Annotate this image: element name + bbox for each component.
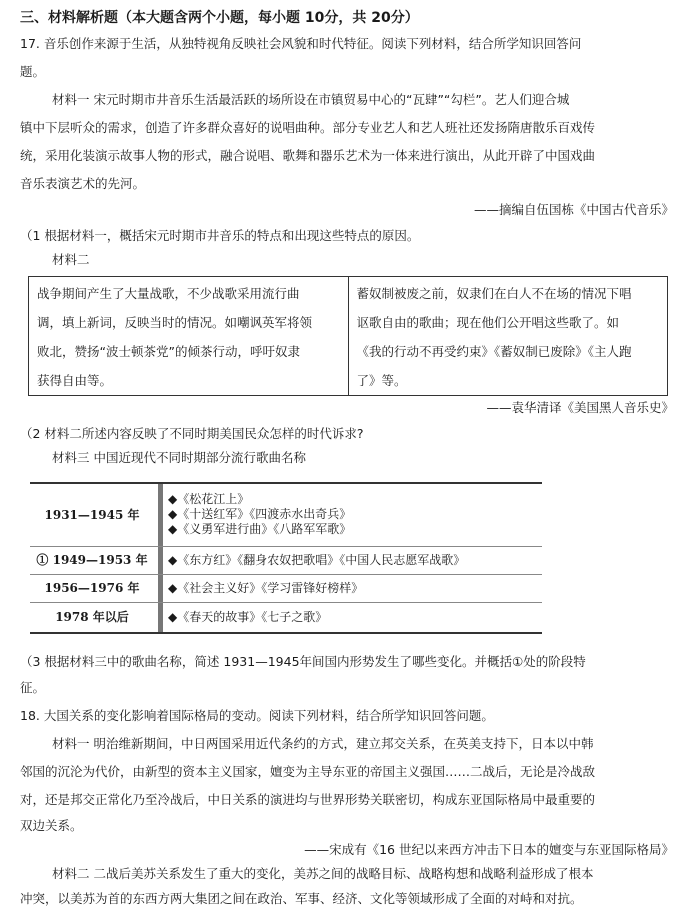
material3-song-table bbox=[30, 482, 542, 636]
q18-material1-source: ——宋成有《16 世纪以来西方冲击下日本的嬗变与东亚国际格局》 bbox=[304, 842, 674, 857]
section-title: 三、材料解析题（本大题含两个小题，每小题 10分，共 20分） bbox=[20, 10, 419, 26]
q17-question-3: （3 根据材料三中的歌曲名称，简述 1931—1945年间国内形势发生了哪些变化。并概括①处的阶段特 bbox=[20, 654, 586, 669]
song-line: ◆《春天的故事》《七子之歌》 bbox=[168, 610, 328, 624]
table-line: 了》等。 bbox=[356, 373, 407, 388]
song-line: ◆《社会主义好》《学习雷锋好榜样》 bbox=[168, 581, 364, 595]
song-line: ◆《松花江上》 bbox=[168, 492, 250, 506]
table-line: 《我的行动不再受约束》《蓄奴制已废除》《主人跑 bbox=[356, 344, 632, 359]
q18-material1-line: 材料一 明治维新期间，中日两国采用近代条约的方式，建立邦交关系，在英美支持下，日本以中韩 bbox=[52, 736, 594, 751]
q17-question-2: （2 材料二所述内容反映了不同时期美国民众怎样的时代诉求? bbox=[20, 426, 364, 441]
song-list bbox=[168, 492, 542, 537]
song-list bbox=[168, 553, 542, 568]
table-line: 讴歌自由的歌曲；现在他们公开唱这些歌了。如 bbox=[356, 315, 620, 330]
table-line: 败北，赞扬“波士顿茶党”的倾茶行动，呼吁奴隶 bbox=[37, 344, 300, 359]
song-list bbox=[168, 610, 542, 625]
song-row bbox=[30, 574, 542, 603]
period-label: 1931—1945 年 bbox=[44, 508, 140, 522]
q17-material2-label: 材料二 bbox=[52, 252, 90, 267]
q18-material2-line: 材料二 二战后美苏关系发生了重大的变化，美苏之间的战略目标、战略构想和战略利益形成了根本 bbox=[52, 866, 594, 881]
q17-material3-label: 材料三 中国近现代不同时期部分流行歌曲名称 bbox=[52, 450, 306, 465]
q18-material2-line: 冲突，以美苏为首的东西方两大集团之间在政治、军事、经济、文化等领域形成了全面的对峙和对抗。 bbox=[20, 891, 583, 906]
q17-material1-line: 统，采用化装演示故事人物的形式，融合说唱、歌舞和器乐艺术为一体来进行演出，从此开辟了中国戏曲 bbox=[20, 148, 596, 163]
q17-material2-source: ——袁华清译《美国黑人音乐史》 bbox=[486, 400, 674, 415]
song-line: ◆《义勇军进行曲》《八路军军歌》 bbox=[168, 522, 352, 536]
q18-stem: 18. 大国关系的变化影响着国际格局的变动。阅读下列材料，结合所学知识回答问题。 bbox=[20, 708, 494, 723]
table-line: 蓄奴制被废之前，奴隶们在白人不在场的情况下唱 bbox=[356, 286, 632, 301]
q18-material1-line: 对，还是邦交正常化乃至冷战后，中日关系的演进均与世界形势关联密切，构成东亚国际格局中最重要的 bbox=[20, 792, 596, 807]
q17-stem-cont: 题。 bbox=[20, 64, 46, 79]
q17-material1-line: 音乐表演艺术的先河。 bbox=[20, 176, 146, 191]
song-line: ◆《十送红军》《四渡赤水出奇兵》 bbox=[168, 507, 352, 521]
song-row bbox=[30, 602, 542, 632]
q17-material1-source: ——摘编自伍国栋《中国古代音乐》 bbox=[473, 202, 674, 217]
table-line: 战争期间产生了大量战歌，不少战歌采用流行曲 bbox=[37, 286, 300, 301]
song-line: ◆《东方红》《翻身农奴把歌唱》《中国人民志愿军战歌》 bbox=[168, 553, 466, 567]
q17-material1-line: 材料一 宋元时期市井音乐生活最活跃的场所设在市镇贸易中心的“瓦肆”“勾栏”。艺人们迎合城 bbox=[52, 92, 570, 107]
table-line: 获得自由等。 bbox=[37, 373, 113, 388]
song-row bbox=[30, 546, 542, 575]
material2-left-cell bbox=[29, 277, 348, 395]
q17-question-1: （1 根据材料一，概括宋元时期市井音乐的特点和出现这些特点的原因。 bbox=[20, 228, 420, 243]
period-label: ① 1949—1953 年 bbox=[36, 553, 148, 567]
q17-stem: 17. 音乐创作来源于生活，从独特视角反映社会风貌和时代特征。阅读下列材料，结合所学知识回答问 bbox=[20, 36, 582, 51]
song-row bbox=[30, 484, 542, 547]
table-bottom-rule bbox=[30, 632, 542, 634]
song-list bbox=[168, 581, 542, 596]
q18-material1-line: 邻国的沉沦为代价，由新型的资本主义国家，嬗变为主导东亚的帝国主义强国……二战后，无论是冷战敌 bbox=[20, 764, 596, 779]
period-label: 1978 年以后 bbox=[55, 610, 129, 624]
material2-right-cell bbox=[348, 277, 668, 395]
q17-question-3-cont: 征。 bbox=[20, 680, 46, 695]
q18-material1-line: 双边关系。 bbox=[20, 818, 83, 833]
table-line: 调，填上新词，反映当时的情况。如嘲讽英军将领 bbox=[37, 315, 313, 330]
material2-table bbox=[28, 276, 668, 396]
period-label: 1956—1976 年 bbox=[44, 581, 140, 595]
q17-material1-line: 镇中下层听众的需求，创造了许多群众喜好的说唱曲种。部分专业艺人和艺人班社还发扬隋唐散乐百戏传 bbox=[20, 120, 596, 135]
